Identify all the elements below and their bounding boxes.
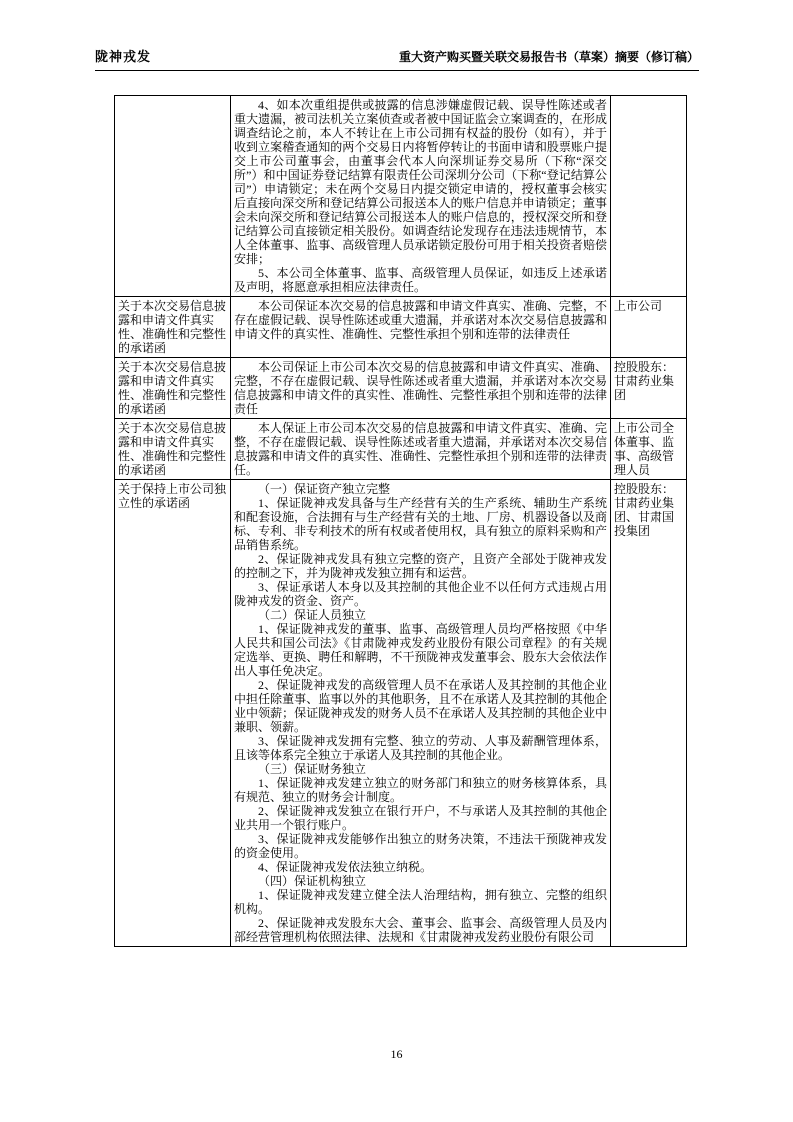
commitment-paragraph: 2、保证陇神戎发股东大会、董事会、监事会、高级管理人员及内部经营管理机构依照法律、法规和《甘肃陇神戎发药业股份有限公司: [234, 916, 607, 944]
commitment-paragraph: （二）保证人员独立: [258, 608, 367, 622]
commitment-paragraph: 3、保证陇神戎发拥有完整、独立的劳动、人事及薪酬管理体系，且该等体系完全独立于承诺人及其控制的其他企业。: [234, 734, 607, 762]
commitment-paragraph: 1、保证陇神戎发建立独立的财务部门和独立的财务核算体系，具有规范、独立的财务会计制度。: [234, 776, 607, 804]
commitment-content-cell: [231, 480, 611, 947]
commitment-paragraph: 4、如本次重组提供或披露的信息涉嫌虚假记载、误导性陈述或者重大遗漏，被司法机关立案侦查或者被中国证监会立案调查的，在形成调查结论之前，本人不转让在上市公司拥有权益的股份（如有），并于收到立案稽查通知的两个交易日内将暂停转让的书面申请和股票账户提交上市公司董事会，由董事会代本人向深圳证券交易所（下称“深交所”）和中国证券登记结算有限责任公司深圳分公司（下称“登记结算公司”）申请锁定；未在两个交易日内提交锁定申请的，授权董事会核实后直接向深交所和登记结算公司报送本人的账户信息并申请锁定；董事会未向深交所和登记结算公司报送本人的账户信息的，授权深交所和登记结算公司直接锁定相关股份。如调查结论发现存在违法违规情节，本人全体董事、监事、高级管理人员承诺锁定股份可用于相关投资者赔偿安排；: [234, 98, 607, 266]
commitment-paragraph: 3、保证陇神戎发能够作出独立的财务决策，不违法干预陇神戎发的资金使用。: [234, 832, 607, 860]
commitment-paragraph: 1、保证陇神戎发建立健全法人治理结构，拥有独立、完整的组织机构。: [234, 888, 607, 916]
commitment-content-cell: [231, 419, 611, 480]
table-row: [115, 358, 687, 419]
commitment-type-cell: 关于本次交易信息披露和申请文件真实性、准确性和完整性的承诺函: [115, 358, 231, 419]
commitment-paragraph: 2、保证陇神戎发的高级管理人员不在承诺人及其控制的其他企业中担任除董事、监事以外的其他职务，且不在承诺人及其控制的其他企业中领薪；保证陇神戎发的财务人员不在承诺人及其控制的其他企业中兼职、领薪。: [234, 678, 607, 734]
commitment-table-container: [114, 95, 687, 947]
commitment-paragraph: 1、保证陇神戎发的董事、监事、高级管理人员均严格按照《中华人民共和国公司法》《甘肃陇神戎发药业股份有限公司章程》的有关规定选举、更换、聘任和解聘，不干预陇神戎发董事会、股东大会依法作出人事任免决定。: [234, 622, 607, 678]
commitment-paragraph: （三）保证财务独立: [258, 762, 367, 776]
commitment-type-cell: 关于保持上市公司独立性的承诺函: [115, 480, 231, 947]
document-title: 重大资产购买暨关联交易报告书（草案）摘要（修订稿）: [398, 50, 699, 64]
commitment-paragraph: 1、保证陇神戎发具备与生产经营有关的生产系统、辅助生产系统和配套设施，合法拥有与生产经营有关的土地、厂房、机器设备以及商标、专利、非专利技术的所有权或者使用权，具有独立的原料采购和产品销售系统。: [234, 496, 607, 552]
commitment-party-cell: 控股股东：甘肃药业集团: [611, 358, 687, 419]
commitment-party-cell: 控股股东：甘肃药业集团、甘肃国投集团: [611, 480, 687, 947]
commitment-party-cell: [611, 96, 687, 297]
page-number: 16: [390, 1047, 403, 1061]
commitment-content-cell: [231, 96, 611, 297]
commitment-paragraph: （一）保证资产独立完整: [258, 482, 391, 496]
commitment-paragraph: 2、保证陇神戎发独立在银行开户，不与承诺人及其控制的其他企业共用一个银行账户。: [234, 804, 607, 832]
commitment-paragraph: 5、本公司全体董事、监事、高级管理人员保证，如违反上述承诺及声明，将愿意承担相应法律责任。: [234, 266, 607, 294]
table-row: [115, 480, 687, 947]
commitment-type-cell: [115, 96, 231, 297]
page-footer: [0, 1047, 793, 1062]
commitment-party-cell: 上市公司: [611, 297, 687, 358]
commitment-content-cell: [231, 358, 611, 419]
commitment-paragraph: （四）保证机构独立: [258, 874, 367, 888]
company-brand: 陇神戎发: [95, 49, 152, 64]
commitment-content-cell: [231, 297, 611, 358]
page-header: [95, 46, 699, 71]
commitment-party-cell: 上市公司全体董事、监事、高级管理人员: [611, 419, 687, 480]
commitment-paragraph: 本公司保证本次交易的信息披露和申请文件真实、准确、完整，不存在虚假记载、误导性陈述或重大遗漏，并承诺对本次交易信息披露和申请文件的真实性、准确性、完整性承担个别和连带的法律责任: [234, 299, 607, 341]
table-row: [115, 96, 687, 297]
commitment-paragraph: 本公司保证上市公司本次交易的信息披露和申请文件真实、准确、完整，不存在虚假记载、误导性陈述或者重大遗漏，并承诺对本次交易信息披露和申请文件的真实性、准确性、完整性承担个别和连带的法律责任: [234, 360, 607, 416]
commitment-table-body: [115, 96, 687, 947]
commitment-table: [114, 95, 687, 947]
commitment-paragraph: 4、保证陇神戎发依法独立纳税。: [258, 860, 433, 874]
table-row: [115, 297, 687, 358]
commitment-paragraph: 3、保证承诺人本身以及其控制的其他企业不以任何方式违规占用陇神戎发的资金、资产。: [234, 580, 607, 608]
commitment-paragraph: 本人保证上市公司本次交易的信息披露和申请文件真实、准确、完整，不存在虚假记载、误导性陈述或者重大遗漏，并承诺对本次交易信息披露和申请文件的真实性、准确性、完整性承担个别和连带的法律责任。: [234, 421, 607, 477]
commitment-type-cell: 关于本次交易信息披露和申请文件真实性、准确性和完整性的承诺函: [115, 419, 231, 480]
commitment-type-cell: 关于本次交易信息披露和申请文件真实性、准确性和完整性的承诺函: [115, 297, 231, 358]
commitment-paragraph: 2、保证陇神戎发具有独立完整的资产，且资产全部处于陇神戎发的控制之下，并为陇神戎发独立拥有和运营。: [234, 552, 607, 580]
table-row: [115, 419, 687, 480]
